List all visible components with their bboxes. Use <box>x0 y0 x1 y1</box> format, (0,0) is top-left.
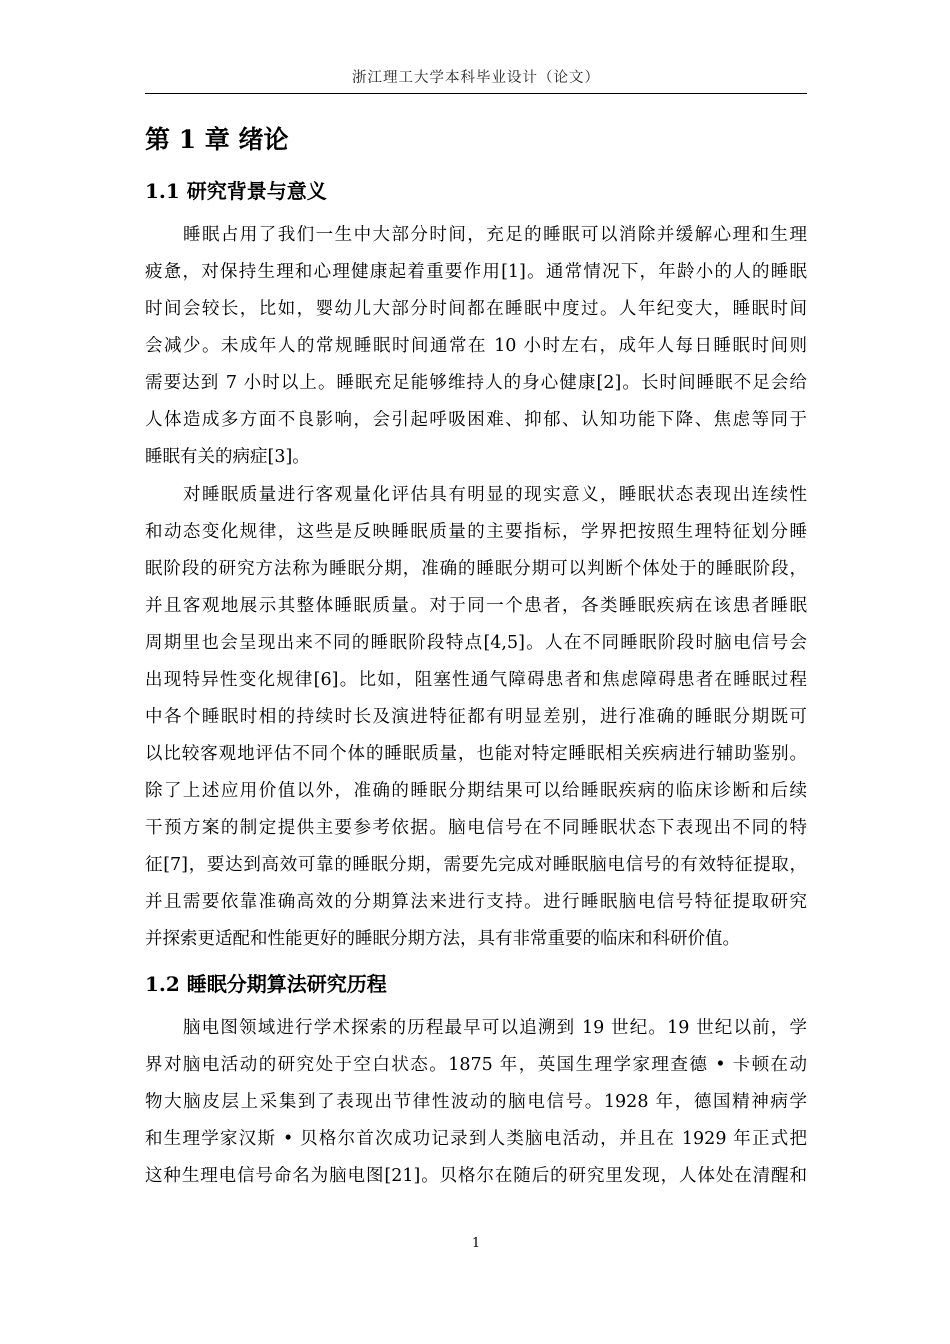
header-rule <box>145 93 807 94</box>
body-line: 和生理学家汉斯 • 贝格尔首次成功记录到人类脑电活动，并且在 1929 年正式把 <box>145 1129 807 1149</box>
body-line: 干预方案的制定提供主要参考依据。脑电信号在不同睡眠状态下表现出不同的特 <box>145 818 807 838</box>
section-title-1-2: 1.2 睡眠分期算法研究历程 <box>145 972 387 996</box>
body-line: 出现特异性变化规律[6]。比如，阻塞性通气障碍患者和焦虑障碍患者在睡眠过程 <box>145 670 807 690</box>
body-line: 疲惫，对保持生理和心理健康起着重要作用[1]。通常情况下，年龄小的人的睡眠 <box>145 262 807 282</box>
body-line: 征[7]，要达到高效可靠的睡眠分期，需要先完成对睡眠脑电信号的有效特征提取， <box>145 855 807 875</box>
body-line: 中各个睡眠时相的持续时长及演进特征都有明显差别，进行准确的睡眠分期既可 <box>145 707 807 727</box>
body-line: 物大脑皮层上采集到了表现出节律性波动的脑电信号。1928 年，德国精神病学 <box>145 1092 807 1112</box>
chapter-title: 第 1 章 绪论 <box>145 125 289 154</box>
body-line: 并探索更适配和性能更好的睡眠分期方法，具有非常重要的临床和科研价值。 <box>145 929 740 949</box>
body-line: 人体造成多方面不良影响，会引起呼吸困难、抑郁、认知功能下降、焦虑等同于 <box>145 410 807 430</box>
body-line: 脑电图领域进行学术探索的历程最早可以追溯到 19 世纪。19 世纪以前，学 <box>183 1018 807 1038</box>
body-line: 并且需要依靠准确高效的分期算法来进行支持。进行睡眠脑电信号特征提取研究 <box>145 892 807 912</box>
body-line: 以比较客观地评估不同个体的睡眠质量，也能对特定睡眠相关疾病进行辅助鉴别。 <box>145 744 807 764</box>
running-header: 浙江理工大学本科毕业设计（论文） <box>352 70 600 86</box>
page-number: 1 <box>471 1236 481 1251</box>
body-line: 这种生理电信号命名为脑电图[21]。贝格尔在随后的研究里发现，人体处在清醒和 <box>145 1166 807 1186</box>
body-line: 和动态变化规律，这些是反映睡眠质量的主要指标，学界把按照生理特征划分睡 <box>145 522 807 542</box>
body-line: 除了上述应用价值以外，准确的睡眠分期结果可以给睡眠疾病的临床诊断和后续 <box>145 781 807 801</box>
body-line: 会减少。未成年人的常规睡眠时间通常在 10 小时左右，成年人每日睡眠时间则 <box>145 336 807 356</box>
section-title-1-1: 1.1 研究背景与意义 <box>145 179 327 203</box>
body-line: 对睡眠质量进行客观量化评估具有明显的现实意义，睡眠状态表现出连续性 <box>183 485 807 505</box>
body-line: 需要达到 7 小时以上。睡眠充足能够维持人的身心健康[2]。长时间睡眠不足会给 <box>145 373 807 393</box>
body-line: 睡眠有关的病症[3]。 <box>145 447 310 467</box>
body-line: 周期里也会呈现出来不同的睡眠阶段特点[4,5]。人在不同睡眠阶段时脑电信号会 <box>145 633 807 653</box>
body-line: 界对脑电活动的研究处于空白状态。1875 年，英国生理学家理查德 • 卡顿在动 <box>145 1055 807 1075</box>
body-line: 并且客观地展示其整体睡眠质量。对于同一个患者，各类睡眠疾病在该患者睡眠 <box>145 596 807 616</box>
body-line: 时间会较长，比如，婴幼儿大部分时间都在睡眠中度过。人年纪变大，睡眠时间 <box>145 299 807 319</box>
body-line: 眠阶段的研究方法称为睡眠分期，准确的睡眠分期可以判断个体处于的睡眠阶段， <box>145 559 807 579</box>
body-line: 睡眠占用了我们一生中大部分时间，充足的睡眠可以消除并缓解心理和生理 <box>183 225 807 245</box>
